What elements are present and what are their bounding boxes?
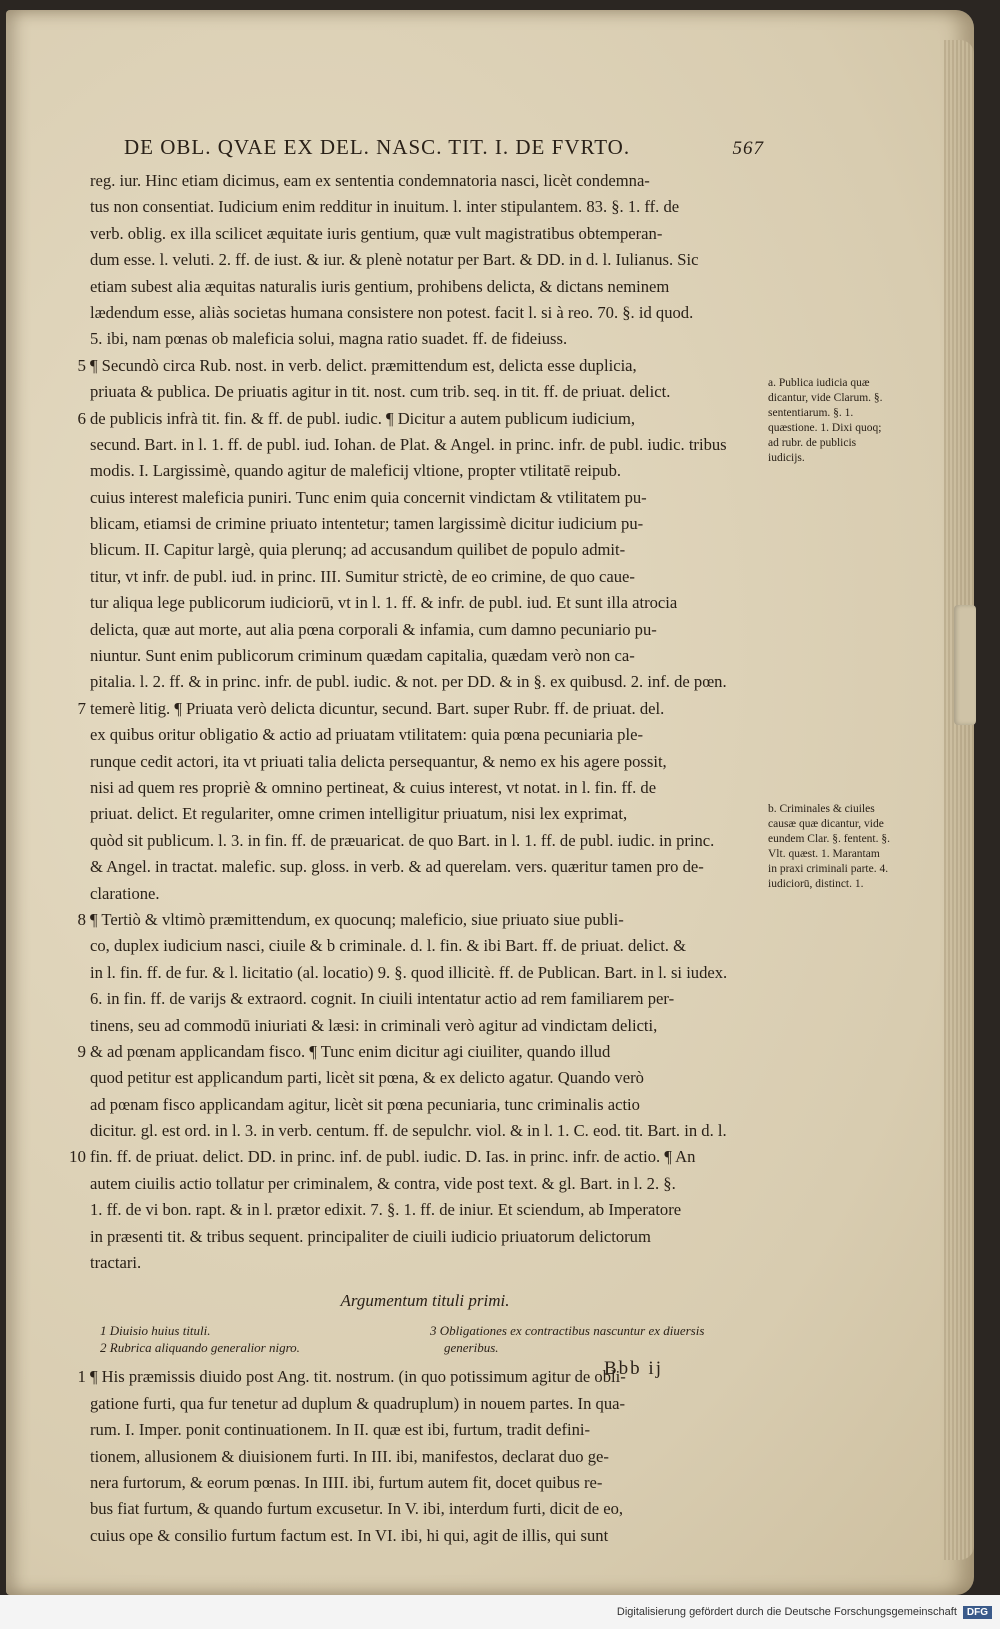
text-line: [77, 696, 760, 722]
line-text: rum. I. Imper. ponit continuationem. In II. quæ est ibi, furtum, tradit defini-: [90, 1420, 591, 1440]
line-text: 6. in fin. ff. de varijs & extraord. cognit. In ciuili intentatur actio ad rem familiarem per-: [90, 989, 675, 1009]
line-text: tinens, seu ad commodū iniuriati & læsi: in criminali verò agitur ad vindictam delicti,: [90, 1015, 658, 1035]
text-block-2: [77, 1364, 760, 1549]
footer-credit: Digitalisierung gefördert durch die Deutsche Forschungsgemeinschaft: [616, 1606, 957, 1618]
text-line: [77, 406, 760, 432]
footer-bar: [0, 1595, 1000, 1629]
line-text: & ad pœnam applicandam fisco. ¶ Tunc enim dicitur agi ciuiliter, quando illud: [90, 1041, 611, 1061]
line-text: tus non consentiat. Iudicium enim redditur in inuitum. l. inter stipulantem. 83. §. 1. ff. de: [90, 197, 680, 217]
text-line: [90, 1496, 760, 1522]
text-line: [90, 749, 760, 775]
line-text: temerè litig. ¶ Priuata verò delicta dicuntur, secund. Bart. super Rubr. ff. de priuat. del.: [90, 698, 665, 718]
line-text: claratione.: [90, 883, 160, 903]
line-text: niuntur. Sunt enim publicorum criminum quædam capitalia, quædam verò non ca-: [90, 646, 635, 666]
text-line: [90, 1444, 760, 1470]
page-tab-marker: [954, 605, 976, 725]
paragraph-number: 6: [77, 408, 86, 428]
text-line: [90, 564, 760, 590]
line-text: modis. I. Largissimè, quando agitur de maleficij vltione, propter vtilitatē reipub.: [90, 461, 622, 481]
text-line: [90, 669, 760, 695]
line-text: autem ciuilis actio tollatur per criminalem, & contra, vide post text. & gl. Bart. in l. 2. §.: [90, 1173, 676, 1193]
text-line: [90, 1013, 760, 1039]
paragraph-number: 1: [77, 1367, 86, 1387]
line-text: ¶ His præmissis diuido post Ang. tit. nostrum. (in quo potissimum agitur de obli-: [90, 1367, 626, 1387]
line-text: de publicis infrà tit. fin. & ff. de publ. iudic. ¶ Dicitur a autem publicum iudicium,: [90, 408, 636, 428]
line-text: blicam, etiamsi de crimine priuato intentetur; tamen largissimè dicitur iudicium pu-: [90, 514, 644, 534]
line-text: etiam subest alia æquitas naturalis iuris gentium, prohibens delicta, & dictans neminem: [90, 276, 670, 296]
book-page: [6, 10, 974, 1595]
text-line: [90, 1197, 760, 1223]
text-line: [90, 194, 760, 220]
text-line: [90, 432, 760, 458]
summary-item: 3 Obligationes ex contractibus nascuntur ex diuersis: [430, 1323, 705, 1339]
line-text: blicum. II. Capitur largè, quia plerunq; ad accusandum quilibet de populo admit-: [90, 540, 626, 560]
line-text: tractari.: [90, 1253, 142, 1273]
text-line: [90, 379, 760, 405]
text-line: [90, 933, 760, 959]
text-line: [90, 1118, 760, 1144]
line-text: priuat. delict. Et regulariter, omne crimen intelligitur priuatum, nisi lex exprimat,: [90, 804, 628, 824]
line-text: ¶ Secundò circa Rub. nost. in verb. delict. præmittendum est, delicta esse duplicia,: [90, 355, 637, 375]
paragraph-number: 7: [77, 698, 86, 718]
line-text: in l. fin. ff. de fur. & l. licitatio (al. locatio) 9. §. quod illicitè. ff. de Publican. Bart. in l. si iudex.: [90, 962, 728, 982]
line-text: gatione furti, qua fur tenetur ad duplum & quadruplum) in nouem partes. In qua-: [90, 1393, 626, 1413]
margin-note-b: b. Criminales & ciuiles causæ quæ dicantur, vide eundem Clar. §. fentent. §. Vlt. quæst. 1. Marantam in praxi criminali parte. 4. iudiciorū, distinct. 1.: [768, 803, 890, 890]
text-line: [90, 274, 760, 300]
line-text: fin. ff. de priuat. delict. DD. in princ. inf. de publ. iudic. D. Ias. in princ. infr. de actio. ¶ An: [90, 1147, 696, 1167]
text-line: [90, 1391, 760, 1417]
text-line: [90, 1470, 760, 1496]
text-line: [90, 168, 760, 194]
line-text: cuius ope & consilio furtum factum est. In VI. ibi, hi qui, agit de illis, qui sunt: [90, 1525, 609, 1545]
text-line: [90, 221, 760, 247]
text-line: [90, 247, 760, 273]
line-text: titur, vt infr. de publ. iud. in princ. III. Sumitur strictè, de eo crimine, de quo caue-: [90, 566, 635, 586]
line-text: tur aliqua lege publicorum iudiciorū, vt in l. 1. ff. & infr. de publ. iud. Et sunt illa atrocia: [90, 593, 678, 613]
text-line: [90, 617, 760, 643]
argument-summary: [100, 1322, 740, 1356]
text-line: [90, 537, 760, 563]
text-line: [90, 1092, 760, 1118]
summary-item: 2 Rubrica aliquando generalior nigro.: [100, 1340, 300, 1356]
text-line: [90, 458, 760, 484]
text-line: [90, 511, 760, 537]
summary-item: 1 Diuisio huius tituli.: [100, 1323, 211, 1339]
text-line: [90, 1523, 760, 1549]
text-line: [90, 326, 760, 352]
line-text: dum esse. l. veluti. 2. ff. de iust. & iur. & plenè notatur per Bart. & DD. in d. l. Iulianus. Sic: [90, 250, 699, 270]
line-text: & Angel. in tractat. malefic. sup. gloss. in verb. & ad querelam. vers. quæritur tamen pro de-: [90, 857, 704, 877]
line-text: cuius interest maleficia puniri. Tunc enim quia concernit vindictam & vtilitatem pu-: [90, 487, 647, 507]
line-text: quod petitur est applicandum parti, licèt sit pœna, & ex delicto agatur. Quando verò: [90, 1068, 644, 1088]
page-edge: [944, 40, 974, 1560]
text-line: [90, 775, 760, 801]
line-text: dicitur. gl. est ord. in l. 3. in verb. centum. ff. de sepulchr. viol. & in l. 1. C. eod. tit. Bart. in d. l.: [90, 1121, 727, 1141]
line-text: in præsenti tit. & tribus sequent. principaliter de ciuili iudicio priuatorum delictorum: [90, 1226, 651, 1246]
line-text: ad pœnam fisco applicandam agitur, licèt sit pœna pecuniaria, tunc criminalis actio: [90, 1094, 640, 1114]
main-text: [69, 168, 760, 1549]
line-text: 1. ff. de vi bon. rapt. & in l. prætor edixit. 7. §. 1. ff. de iniur. Et sciendum, ab Imperatore: [90, 1200, 682, 1220]
paragraph-number: 10: [69, 1147, 86, 1167]
line-text: pitalia. l. 2. ff. & in princ. infr. de publ. iudic. & not. per DD. & in §. ex quibusd. 2. inf. de pœn.: [90, 672, 727, 692]
text-line: [90, 986, 760, 1012]
paragraph-number: 9: [77, 1041, 86, 1061]
line-text: delicta, quæ aut morte, aut alia pœna corporali & infamia, cum damno pecuniario pu-: [90, 619, 657, 639]
text-line: [77, 353, 760, 379]
text-line: [90, 801, 760, 827]
text-line: [90, 643, 760, 669]
line-text: co, duplex iudicium nasci, ciuile & b criminale. d. l. fin. & ibi Bart. ff. de priuat. delict. &: [90, 936, 687, 956]
text-line: [90, 590, 760, 616]
summary-right-column: [430, 1322, 740, 1356]
text-line: [90, 1224, 760, 1250]
dfg-logo: DFG: [963, 1606, 992, 1619]
line-text: quòd sit publicum. l. 3. in fin. ff. de præuaricat. de quo Bart. in l. 1. ff. de publ. iudic. in princ.: [90, 830, 715, 850]
summary-item: generibus.: [444, 1340, 499, 1356]
running-header: [124, 135, 764, 160]
line-text: bus fiat furtum, & quando furtum excusetur. In V. ibi, interdum furti, dicit de eo,: [90, 1499, 624, 1519]
paragraph-number: 5: [77, 355, 86, 375]
text-line: [90, 1250, 760, 1276]
line-text: ex quibus oritur obligatio & actio ad priuatam vtilitatem: quia pœna pecuniaria ple-: [90, 725, 643, 745]
text-line: [90, 828, 760, 854]
signature-mark: Bbb ij: [604, 1358, 663, 1379]
text-line: [90, 960, 760, 986]
line-text: nera furtorum, & eorum pœnas. In IIII. ibi, furtum autem fit, docet quibus re-: [90, 1472, 603, 1492]
text-line: [90, 485, 760, 511]
text-line: [69, 1144, 760, 1170]
paragraph-number: 8: [77, 909, 86, 929]
line-text: nisi ad quem res propriè & omnino pertineat, & cuius interest, vt notat. in l. fin. ff. de: [90, 777, 657, 797]
text-line: [77, 1039, 760, 1065]
text-line: [90, 854, 760, 880]
line-text: priuata & publica. De priuatis agitur in tit. nost. cum trib. seq. in tit. ff. de priuat. delict.: [90, 382, 671, 402]
line-text: 5. ibi, nam pœnas ob maleficia solui, magna ratio suadet. ff. de fideiuss.: [90, 329, 568, 349]
summary-left-column: [100, 1322, 410, 1356]
page-number: 567: [732, 138, 764, 159]
line-text: verb. oblig. ex illa scilicet æquitate iuris gentium, quæ vult magistratibus obtemperan-: [90, 223, 663, 243]
margin-note-a: a. Publica iudicia quæ dicantur, vide Clarum. §. sententiarum. §. 1. quæstione. 1. Dixi quoq; ad rubr. de publicis iudicijs.: [768, 377, 883, 464]
line-text: reg. iur. Hinc etiam dicimus, eam ex sententia condemnatoria nasci, licèt condemna-: [90, 171, 650, 190]
line-text: ¶ Tertiò & vltimò præmittendum, ex quocunq; maleficio, siue priuato siue publi-: [90, 909, 624, 929]
argument-heading: Argumentum tituli primi.: [340, 1291, 510, 1311]
text-line: [90, 1171, 760, 1197]
text-line: [90, 722, 760, 748]
text-line: [90, 1065, 760, 1091]
line-text: lædendum esse, aliàs societas humana consistere non potest. facit l. si à reo. 70. §. id quod.: [90, 302, 694, 322]
text-line: [77, 907, 760, 933]
text-line: [90, 300, 760, 326]
text-line: [90, 1417, 760, 1443]
text-line: [90, 881, 760, 907]
line-text: secund. Bart. in l. 1. ff. de publ. iud. Iohan. de Plat. & Angel. in princ. infr. de publ. iudic. tribus: [90, 434, 727, 454]
text-block-1: [69, 168, 760, 1276]
line-text: runque cedit actori, ita vt priuati talia delicta persequantur, & nemo ex his agere possit,: [90, 751, 667, 771]
line-text: tionem, allusionem & diuisionem furti. In III. ibi, manifestos, declarat duo ge-: [90, 1446, 609, 1466]
header-title: DE OBL. QVAE EX DEL. NASC. TIT. I. DE FVRTO.: [124, 135, 631, 159]
